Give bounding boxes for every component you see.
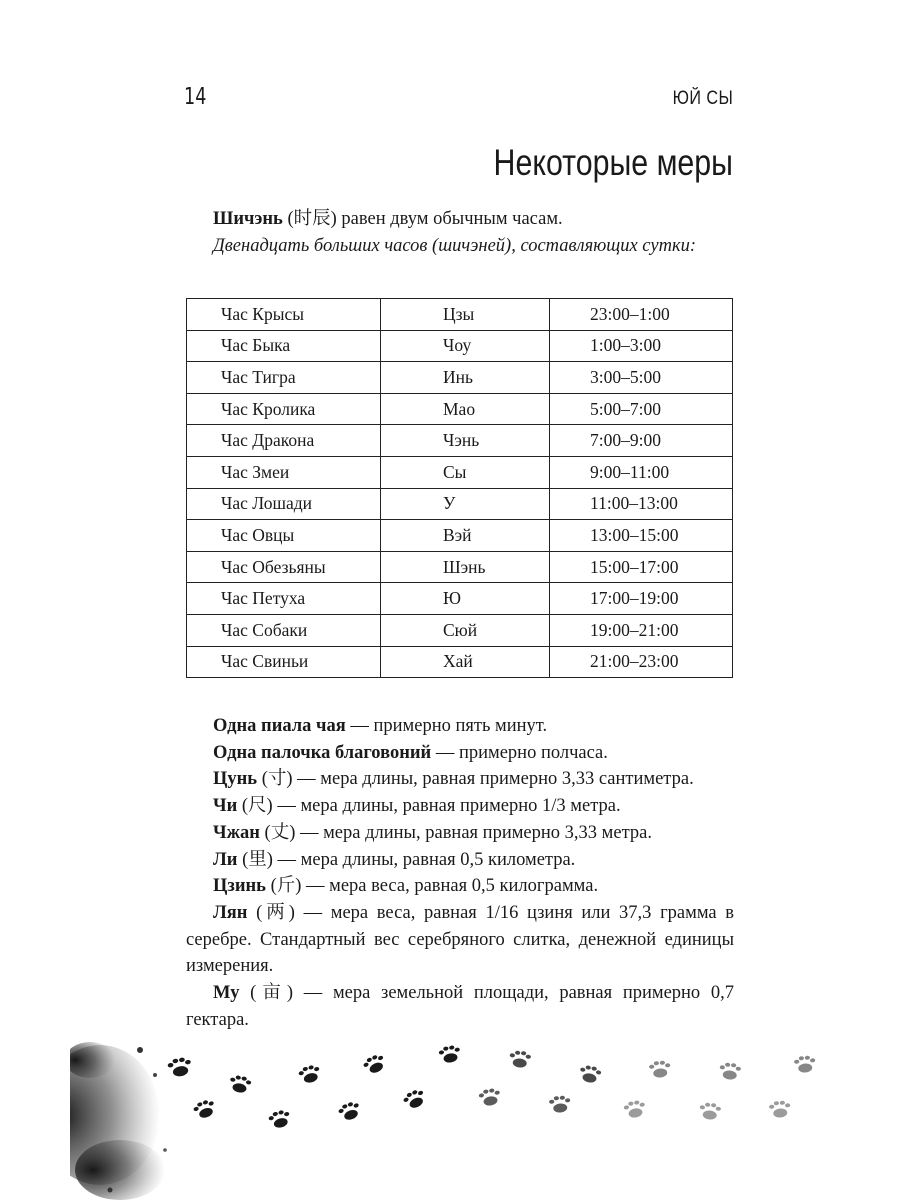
measure-term: Одна палочка благовоний	[213, 742, 432, 763]
measure-text: — примерно пять минут.	[345, 716, 548, 736]
table-row	[187, 551, 733, 583]
table-row	[187, 646, 733, 678]
hour-time: 1:00–3:00	[550, 330, 733, 362]
hour-time: 5:00–7:00	[550, 393, 733, 425]
measure-term: Цунь	[213, 769, 258, 790]
measure-term: Лян	[213, 902, 248, 923]
hour-time: 15:00–17:00	[550, 551, 733, 583]
hour-time: 7:00–9:00	[550, 425, 733, 457]
hour-branch: Сюй	[381, 614, 550, 646]
measure-item	[186, 900, 734, 980]
hour-branch: У	[381, 488, 550, 520]
hour-name: Час Кролика	[187, 393, 381, 425]
measure-text: (斤) — мера веса, равная 0,5 килограмма.	[265, 876, 599, 897]
measure-item	[186, 820, 734, 847]
table-row	[187, 330, 733, 362]
measure-text: (亩) — мера земельной площади, равная примерно 0,7 гектара.	[186, 983, 734, 1030]
hour-name: Час Обезьяны	[187, 551, 381, 583]
hour-branch: Цзы	[381, 299, 550, 331]
hour-name: Час Дракона	[187, 425, 381, 457]
table-row	[187, 299, 733, 331]
hour-name: Час Тигра	[187, 362, 381, 394]
table-row	[187, 583, 733, 615]
hour-branch: Чэнь	[381, 425, 550, 457]
measure-term: Ли	[213, 849, 238, 870]
measure-item	[186, 740, 734, 767]
table-row	[187, 614, 733, 646]
hour-time: 23:00–1:00	[550, 299, 733, 331]
hour-branch: Мао	[381, 393, 550, 425]
measure-text: (尺) — мера длины, равная примерно 1/3 метра.	[237, 796, 621, 817]
hour-branch: Хай	[381, 646, 550, 678]
measure-term: Му	[213, 983, 240, 1004]
hour-name: Час Змеи	[187, 456, 381, 488]
intro-text	[186, 206, 734, 260]
table-row	[187, 362, 733, 394]
measure-item	[186, 766, 734, 793]
hour-branch: Сы	[381, 456, 550, 488]
page-number: 14	[184, 84, 207, 110]
hour-name: Час Крысы	[187, 299, 381, 331]
measure-item	[186, 873, 734, 900]
hour-time: 3:00–5:00	[550, 362, 733, 394]
measure-term: Чи	[213, 796, 238, 817]
measure-item	[186, 713, 734, 740]
table-row	[187, 393, 733, 425]
running-head: ЮЙ СЫ	[672, 88, 733, 109]
measure-item	[186, 793, 734, 820]
hour-name: Час Овцы	[187, 520, 381, 552]
measure-item	[186, 847, 734, 874]
shichen-text: (时辰) равен двум обычным часам.	[282, 209, 563, 229]
ink-pawprints-decoration	[70, 1020, 900, 1200]
page-title: Некоторые меры	[493, 142, 733, 183]
hour-time: 17:00–19:00	[550, 583, 733, 615]
hour-name: Час Петуха	[187, 583, 381, 615]
table-row	[187, 456, 733, 488]
measure-text: (寸) — мера длины, равная примерно 3,33 сантиметра.	[257, 769, 694, 790]
hour-name: Час Свиньи	[187, 646, 381, 678]
shichen-term: Шичэнь	[213, 209, 283, 229]
hour-branch: Инь	[381, 362, 550, 394]
hours-caption: Двенадцать больших часов (шичэней), составляющих сутки:	[213, 236, 697, 256]
measure-term: Цзинь	[213, 876, 266, 897]
measure-text: (丈) — мера длины, равная примерно 3,33 метра.	[259, 822, 652, 843]
shichen-definition	[186, 206, 734, 233]
table-row	[187, 488, 733, 520]
hour-time: 13:00–15:00	[550, 520, 733, 552]
measures-list	[186, 713, 734, 1033]
hour-branch: Ю	[381, 583, 550, 615]
hour-branch: Чоу	[381, 330, 550, 362]
hour-name: Час Быка	[187, 330, 381, 362]
hour-time: 19:00–21:00	[550, 614, 733, 646]
hours-table	[186, 298, 733, 678]
measure-term: Одна пиала чая	[213, 716, 346, 736]
hour-name: Час Лошади	[187, 488, 381, 520]
measure-term: Чжан	[213, 822, 260, 843]
hour-time: 21:00–23:00	[550, 646, 733, 678]
hour-branch: Шэнь	[381, 551, 550, 583]
hour-time: 9:00–11:00	[550, 456, 733, 488]
measure-text: — примерно полчаса.	[431, 742, 608, 763]
table-row	[187, 425, 733, 457]
table-row	[187, 520, 733, 552]
measure-text: (两) — мера веса, равная 1/16 цзиня или 37,3 грамма в серебре. Стандартный вес серебряного слитка, денежной единицы измерения.	[186, 902, 734, 977]
hour-time: 11:00–13:00	[550, 488, 733, 520]
hour-branch: Вэй	[381, 520, 550, 552]
hour-name: Час Собаки	[187, 614, 381, 646]
measure-text: (里) — мера длины, равная 0,5 километра.	[237, 849, 576, 870]
